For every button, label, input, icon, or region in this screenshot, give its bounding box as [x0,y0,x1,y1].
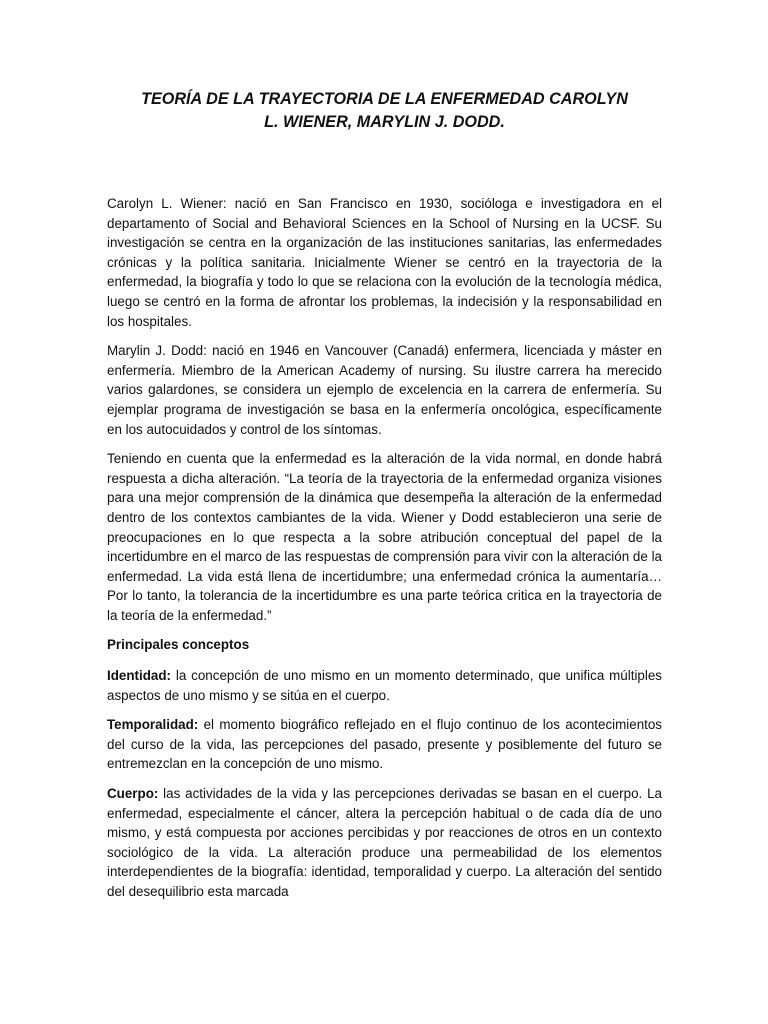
concept-term: Cuerpo: [107,786,159,802]
concept-term: Identidad: [107,668,171,684]
paragraph-dodd-bio: Marylin J. Dodd: nació en 1946 en Vancouver (Canadá) enfermera, licenciada y máster en enfermería. Miembro de la American Academy of nursing. Su ilustre carrera ha merecido varios galardones, se considera un ejemplo de excelencia en la carrera de enfermería. Su ejemplar programa de investigación se basa en la enfermería oncológica, específicamente en los autocuidados y control de los síntomas. [107,343,662,437]
paragraph-wiener-bio: Carolyn L. Wiener: nació en San Francisco en 1930, socióloga e investigadora en el departamento of Social and Behavioral Sciences en la School of Nursing en la UCSF. Su investigación se centra en la organización de las instituciones sanitarias, las enfermedades crónicas y la política sanitaria. Inicialmente Wiener se centró en la trayectoria de la enfermedad, la biografía y todo lo que se relaciona con la evolución de la tecnología médica, luego se centró en la forma de afrontar los problemas, la indecisión y la responsabilidad en los hospitales. [107,196,662,329]
document-body [107,194,662,902]
concept-definition: el momento biográfico reflejado en el flujo continuo de los acontecimientos del curso de la vida, las percepciones del pasado, presente y posiblemente del futuro se entremezclan en la concepción de uno mismo. [107,717,662,772]
title-line-1: TEORÍA DE LA TRAYECTORIA DE LA ENFERMEDAD CAROLYN [141,90,628,108]
concept-identidad [107,666,662,705]
concept-cuerpo [107,784,662,902]
title-line-2: L. WIENER, MARYLIN J. DODD. [264,113,505,131]
concept-temporalidad [107,715,662,774]
concept-term: Temporalidad: [107,717,199,733]
document-title [107,88,662,134]
concept-definition: la concepción de uno mismo en un momento determinado, que unifica múltiples aspectos de uno mismo y se sitúa en el cuerpo. [107,668,662,703]
section-heading-concepts: Principales conceptos [107,637,250,653]
concept-definition: las actividades de la vida y las percepciones derivadas se basan en el cuerpo. La enfermedad, especialmente el cáncer, altera la percepción habitual o de cada día de uno mismo, y está compuesta por acciones percibidas y por reacciones de otros en un contexto sociológico de la vida. La alteración produce una permeabilidad de los elementos interdependientes de la biografía: identidad, temporalidad y cuerpo. La alteración del sentido del desequilibrio esta marcada [107,786,662,899]
paragraph-theory-intro: Teniendo en cuenta que la enfermedad es la alteración de la vida normal, en donde habrá respuesta a dicha alteración. “La teoría de la trayectoria de la enfermedad organiza visiones para una mejor comprensión de la dinámica que desempeña la alteración de la enfermedad dentro de los contextos cambiantes de la vida. Wiener y Dodd establecieron una serie de preocupaciones en lo que respecta a la sobre atribución conceptual del papel de la incertidumbre en el marco de las respuestas de comprensión para vivir con la alteración de la enfermedad. La vida está llena de incertidumbre; una enfermedad crónica la aumentaría…Por lo tanto, la tolerancia de la incertidumbre es una parte teórica critica en la trayectoria de la teoría de la enfermedad.” [107,451,662,623]
